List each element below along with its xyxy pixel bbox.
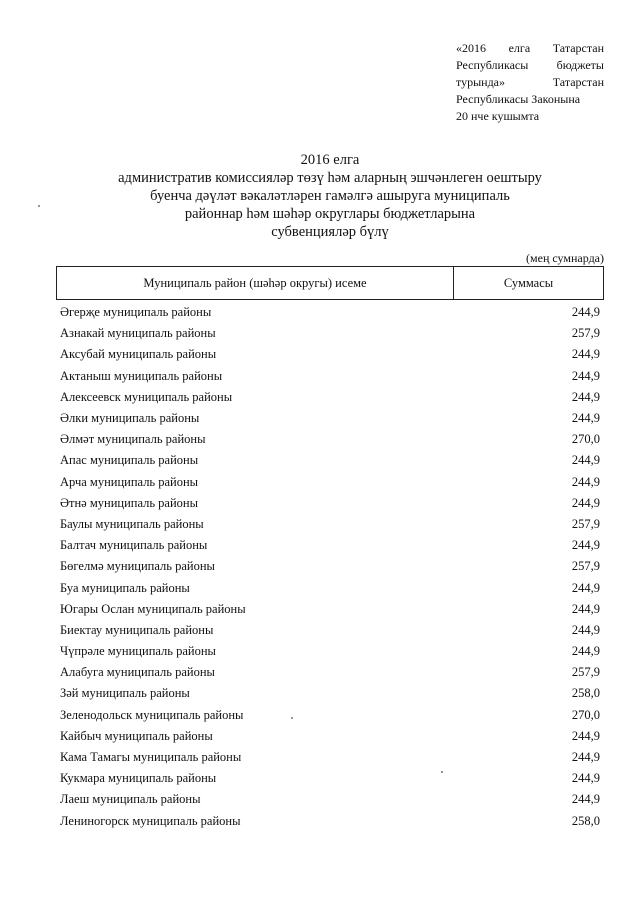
row-value: 257,9 <box>571 516 600 531</box>
title-line: районнар һәм шәһәр округлары бюджетларына <box>184 206 476 222</box>
row-value: 258,0 <box>571 813 600 828</box>
row-name: Апас муниципаль районы <box>60 453 199 468</box>
row-name: Зәй муниципаль районы <box>60 686 190 701</box>
annex-line: Республикасы бюджеты <box>456 58 604 72</box>
table-row <box>60 811 600 832</box>
table-row <box>60 556 600 577</box>
row-value: 244,9 <box>571 601 600 616</box>
row-value: 244,9 <box>571 347 600 362</box>
title-line: 2016 елга <box>300 152 360 168</box>
table-row <box>60 620 600 641</box>
row-value: 244,9 <box>571 368 600 383</box>
title-line: административ комиссияләр төзү һәм аларның эшчәнлеген оештыру <box>118 170 542 186</box>
table-row <box>60 408 600 429</box>
row-name: Азнакай муниципаль районы <box>60 326 216 341</box>
table-row <box>60 577 600 598</box>
table-row <box>60 450 600 471</box>
table-row <box>60 472 600 493</box>
row-name: Лениногорск муниципаль районы <box>60 813 241 828</box>
title-line: субвенцияләр бүлү <box>271 224 389 240</box>
row-name: Әтнә муниципаль районы <box>60 495 199 510</box>
row-value: 244,9 <box>571 389 600 404</box>
document-title <box>60 151 600 241</box>
annex-note <box>456 40 604 125</box>
row-value: 258,0 <box>571 686 600 701</box>
scan-speck <box>291 717 293 719</box>
table-row <box>60 429 600 450</box>
row-name: Баулы муниципаль районы <box>60 516 204 531</box>
row-value: 257,9 <box>571 665 600 680</box>
row-value: 257,9 <box>571 559 600 574</box>
table-row <box>60 599 600 620</box>
row-name: Әлки муниципаль районы <box>60 411 200 426</box>
scan-speck <box>38 205 40 207</box>
table-row <box>60 493 600 514</box>
row-value: 244,9 <box>571 622 600 637</box>
row-name: Лаеш муниципаль районы <box>60 792 201 807</box>
table-row <box>60 387 600 408</box>
row-value: 244,9 <box>571 411 600 426</box>
table-row <box>60 641 600 662</box>
row-name: Чүпрәле муниципаль районы <box>60 644 216 659</box>
row-name: Зеленодольск муниципаль районы <box>60 707 244 722</box>
units-note: (мең сумнарда) <box>526 251 604 265</box>
row-name: Кукмара муниципаль районы <box>60 771 217 786</box>
table-row <box>60 302 600 323</box>
row-name: Әгерҗе муниципаль районы <box>60 305 212 320</box>
row-name: Алабуга муниципаль районы <box>60 665 215 680</box>
row-value: 244,9 <box>571 750 600 765</box>
row-name: Алексеевск муниципаль районы <box>60 389 233 404</box>
table-row <box>60 789 600 810</box>
row-name: Кайбыч муниципаль районы <box>60 728 213 743</box>
row-value: 244,9 <box>571 792 600 807</box>
row-value: 244,9 <box>571 580 600 595</box>
table-row <box>60 344 600 365</box>
title-line: буенча дәүләт вәкаләтләрен гамәлгә ашыруга муниципаль <box>150 188 510 204</box>
table-row <box>60 514 600 535</box>
scan-speck <box>441 771 443 773</box>
row-value: 244,9 <box>571 495 600 510</box>
row-name: Кама Тамагы муниципаль районы <box>60 750 242 765</box>
table-row <box>60 535 600 556</box>
row-name: Буа муниципаль районы <box>60 580 190 595</box>
annex-line: турында» Татарстан <box>456 75 604 89</box>
table-row <box>60 683 600 704</box>
row-value: 244,9 <box>571 728 600 743</box>
row-name: Арча муниципаль районы <box>60 474 199 489</box>
annex-line: Республикасы Законына <box>456 92 581 106</box>
row-value: 257,9 <box>571 326 600 341</box>
row-name: Әлмәт муниципаль районы <box>60 432 206 447</box>
annex-line: «2016 елга Татарстан <box>456 41 604 55</box>
table-row <box>60 747 600 768</box>
annex-line: 20 нче кушымта <box>456 109 540 123</box>
table-row <box>60 726 600 747</box>
table-body <box>60 302 600 832</box>
table-row <box>60 323 600 344</box>
row-value: 244,9 <box>571 771 600 786</box>
row-value: 244,9 <box>571 644 600 659</box>
row-name: Аксубай муниципаль районы <box>60 347 217 362</box>
table-row <box>60 366 600 387</box>
row-value: 270,0 <box>571 432 600 447</box>
table-header <box>56 266 604 300</box>
row-value: 270,0 <box>571 707 600 722</box>
table-row <box>60 705 600 726</box>
row-name: Актаныш муниципаль районы <box>60 368 223 383</box>
row-name: Биектау муниципаль районы <box>60 622 214 637</box>
table-row <box>60 662 600 683</box>
row-name: Югары Ослан муниципаль районы <box>60 601 246 616</box>
row-name: Балтач муниципаль районы <box>60 538 208 553</box>
row-value: 244,9 <box>571 474 600 489</box>
row-value: 244,9 <box>571 538 600 553</box>
header-name: Муниципаль район (шәһәр округы) исеме <box>57 267 454 299</box>
row-value: 244,9 <box>571 305 600 320</box>
row-value: 244,9 <box>571 453 600 468</box>
header-sum: Суммасы <box>503 275 554 290</box>
row-name: Бөгелмә муниципаль районы <box>60 559 215 574</box>
table-row <box>60 768 600 789</box>
